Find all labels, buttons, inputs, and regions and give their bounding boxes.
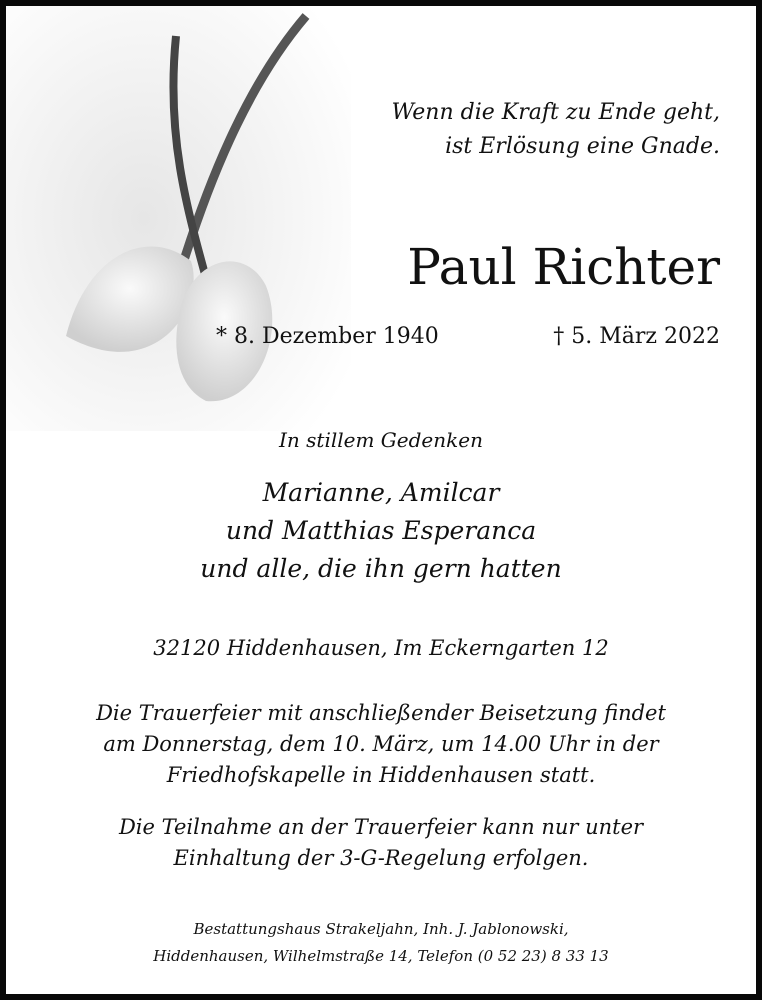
mourner-line: und Matthias Esperanca xyxy=(225,516,537,545)
birth-date: * 8. Dezember 1940 xyxy=(216,324,439,349)
covid-notice xyxy=(6,812,756,874)
motto-line: Wenn die Kraft zu Ende geht, xyxy=(391,100,720,125)
notice-line: Die Teilnahme an der Trauerfeier kann nur unter xyxy=(118,815,644,839)
ceremony-line: Die Trauerfeier mit anschließender Beisetzung findet xyxy=(96,701,666,725)
death-date: † 5. März 2022 xyxy=(553,324,720,349)
motto xyxy=(391,96,720,164)
motto-line: ist Erlösung eine Gnade. xyxy=(445,134,720,159)
funeral-home-line: Hiddenhausen, Wilhelmstraße 14, Telefon (0 52 23) 8 33 13 xyxy=(153,947,609,965)
funeral-home xyxy=(6,916,756,970)
funeral-home-line: Bestattungshaus Strakeljahn, Inh. J. Jablonowski, xyxy=(193,920,569,938)
calla-lily-image xyxy=(6,6,351,431)
remembrance: In stillem Gedenken xyxy=(279,428,483,452)
ceremony-line: am Donnerstag, dem 10. März, um 14.00 Uhr in der xyxy=(103,732,659,756)
address: 32120 Hiddenhausen, Im Eckerngarten 12 xyxy=(153,636,609,660)
ceremony-info xyxy=(6,698,756,791)
mourner-line: Marianne, Amilcar xyxy=(262,478,500,507)
mourner-line: und alle, die ihn gern hatten xyxy=(200,554,562,583)
notice-line: Einhaltung der 3-G-Regelung erfolgen. xyxy=(173,846,589,870)
deceased-name: Paul Richter xyxy=(407,238,720,296)
ceremony-line: Friedhofskapelle in Hiddenhausen statt. xyxy=(166,763,596,787)
mourners xyxy=(6,474,756,588)
